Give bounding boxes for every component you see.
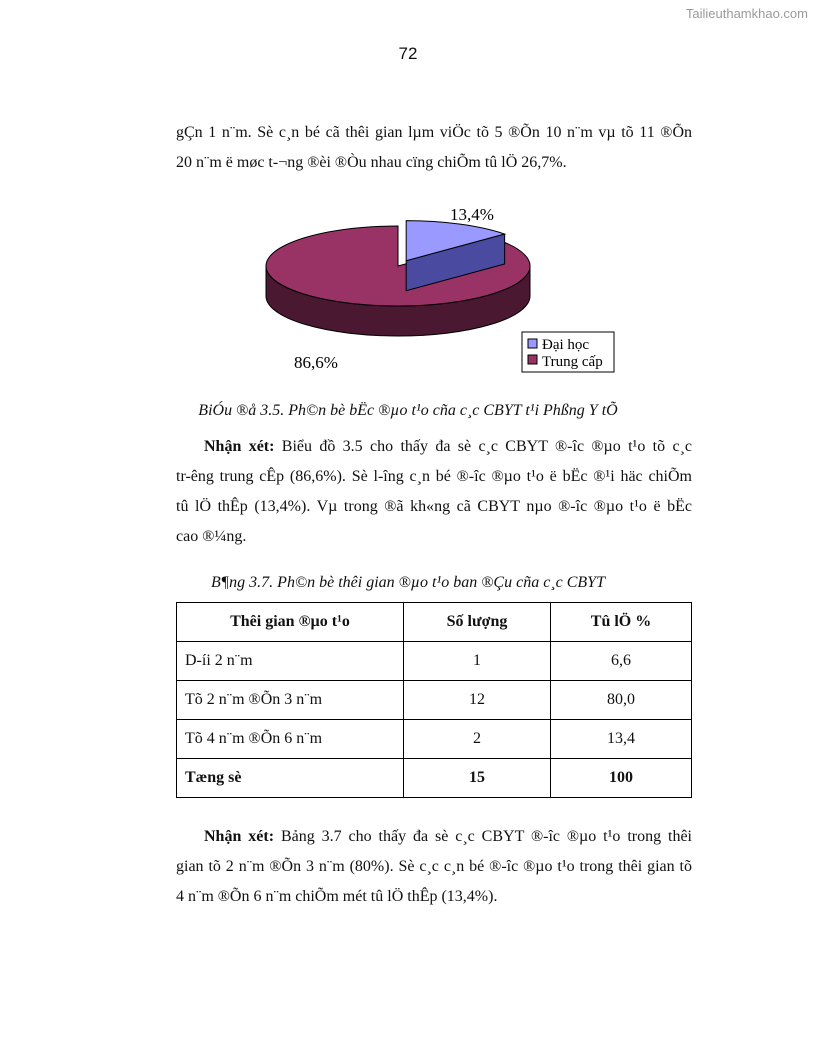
page-number: 72 (398, 44, 418, 63)
legend-label-trung-cap: Trung cấp (542, 354, 603, 370)
table-header-cell: Thêi gian ®µo t¹o (177, 603, 404, 642)
data-label-dai-hoc: 13,4% (450, 205, 494, 224)
legend-label-dai-hoc: Đại học (542, 337, 590, 353)
table-row (177, 681, 692, 720)
remark-text: Biểu đồ 3.5 cho thấy đa sè c¸c CBYT ®-îc ®µo t¹o tõ c¸c (274, 438, 692, 455)
table-header-cell: Số lượng (404, 603, 551, 642)
figure-caption: BiÓu ®å 3.5. Ph©n bè bËc ®µo t¹o cña c¸c CBYT t¹i Phßng Y tÕ (198, 402, 618, 419)
paragraph-intro (176, 118, 692, 178)
table-caption: B¶ng 3.7. Ph©n bè thêi gian ®µo t¹o ban ®Çu cña c¸c CBYT (211, 574, 605, 591)
remark-line: cao ®¼ng. (176, 528, 247, 545)
table-cell: Tæng sè (177, 759, 404, 798)
remark-line: gian tõ 2 n¨m ®Õn 3 n¨m (80%). Sè c¸c c¸n bé ®-îc ®µo t¹o trong thêi gian tõ (176, 858, 692, 875)
table-cell: Tõ 2 n¨m ®Õn 3 n¨m (177, 681, 404, 720)
table-cell: 6,6 (551, 642, 692, 681)
table-cell: 80,0 (551, 681, 692, 720)
table-cell: D-íi 2 n¨m (177, 642, 404, 681)
remark-line (176, 822, 692, 852)
legend-swatch-dai-hoc (528, 339, 537, 348)
remark-line: 4 n¨m ®Õn 6 n¨m chiÕm mét tû lÖ thÊp (13,4%). (176, 888, 498, 905)
remark-line: tû lÖ thÊp (13,4%). Vµ trong ®ã kh«ng cã CBYT nµo ®-îc ®µo t¹o ë bËc (176, 498, 692, 515)
remark-label: Nhận xét: (204, 828, 275, 845)
remark-label: Nhận xét: (204, 438, 275, 455)
table-header-row (177, 603, 692, 642)
table-total-row (177, 759, 692, 798)
chart-legend (522, 332, 614, 372)
remark-1 (176, 432, 692, 552)
remark-2 (176, 822, 692, 912)
paragraph-line: gÇn 1 n¨m. Sè c¸n bé cã thêi gian lµm viÖc tõ 5 ®Õn 10 n¨m vµ tõ 11 ®Õn (176, 124, 692, 141)
table-row (177, 642, 692, 681)
table-cell: 2 (404, 720, 551, 759)
remark-line (176, 432, 692, 462)
table-cell: 12 (404, 681, 551, 720)
data-label-trung-cap: 86,6% (294, 353, 338, 372)
legend-swatch-trung-cap (528, 355, 537, 364)
table-header-cell: Tû lÖ % (551, 603, 692, 642)
pie-chart (250, 198, 630, 378)
table-cell: 1 (404, 642, 551, 681)
table-cell: 13,4 (551, 720, 692, 759)
table-cell: 15 (404, 759, 551, 798)
paragraph-line: 20 n¨m ë møc t-¬ng ®èi ®Òu nhau cïng chiÕm tû lÖ 26,7%. (176, 154, 567, 171)
remark-text: Bảng 3.7 cho thấy đa sè c¸c CBYT ®-îc ®µo t¹o trong thêi (274, 828, 693, 845)
table-cell: Tõ 4 n¨m ®Õn 6 n¨m (177, 720, 404, 759)
watermark: Tailieuthamkhao.com (685, 6, 808, 21)
table-row (177, 720, 692, 759)
table-cell: 100 (551, 759, 692, 798)
remark-line: tr-êng trung cÊp (86,6%). Sè l-îng c¸n bé ®-îc ®µo t¹o ë bËc ®¹i häc chiÕm (176, 468, 692, 485)
training-time-table (176, 602, 692, 798)
